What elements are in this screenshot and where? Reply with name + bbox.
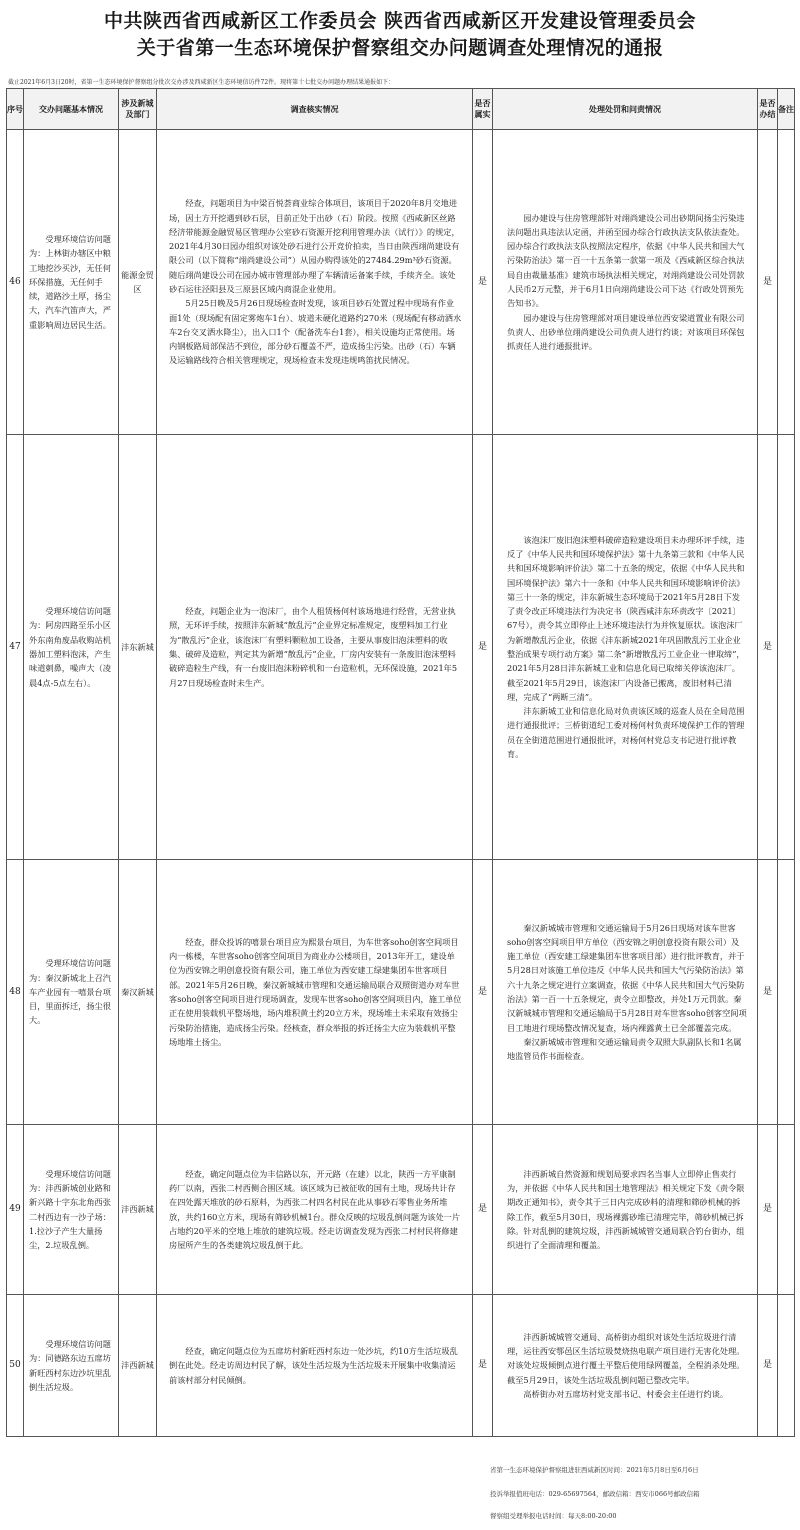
- row-remark: [778, 1295, 795, 1437]
- header-area: 涉及新城及部门: [119, 89, 157, 130]
- row-action: [493, 860, 758, 1125]
- table-row: [7, 130, 795, 435]
- header-report: 交办问题基本情况: [24, 89, 119, 130]
- row-seq: 48: [7, 860, 24, 1125]
- row-area: 沣西新城: [119, 1295, 157, 1437]
- header-investigation: 调查核实情况: [157, 89, 473, 130]
- action-paragraph: 该泡沫厂废旧泡沫塑料破碎造粒建设项目未办理环评手续，违反了《中华人民共和国环境保护法》第十九条第三款和《中华人民共和国环境影响评价法》第二十五条的规定，依据《中华人民共和国环境保护法》第六十一条和《中华人民共和国环境影响评价法》第三十一条的规定，沣东新城生态环境局于2021年5月28日下发了责令改正环境违法行为决定书（陕西咸沣东环责改字〔2021〕67号），责令其立即停止上述环境违法行为并恢复原状。该泡沫厂为新增散乱污企业，依据《沣东新城2021年巩固散乱污工业企业整治成果专项行动方案》第二条“新增散乱污工业企业一律取缔”，2021年5月28日沣东新城工业和信息化局已取缔关停该泡沫厂。截至2021年5月29日，该泡沫厂内设备已搬离，废旧材料已清理，完成了“两断三清”。: [507, 534, 745, 702]
- row-report: [24, 860, 119, 1125]
- header-closed: 是否办结: [758, 89, 778, 130]
- action-paragraph: 沣东新城工业和信息化局对负责该区域的巡查人员在全局范围进行通报批评；三桥街道纪工委对杨何村负责环境保护工作的管理员在全街道范围进行通报批评，对杨何村党总支书记进行批评教育。: [507, 706, 745, 760]
- table-header-row: [7, 89, 795, 130]
- table-row: [7, 1295, 795, 1437]
- investigation-paragraph: 经查，问题项目为中梁百悦荟商业综合体项目，该项目于2020年8月交地进场，因土方开挖遇到砂石层，目前正处于出砂（石）阶段。按照《西咸新区丝路经济带能源金融贸易区管理办公室砂石资源开挖利用管理办法（试行）》的规定，2021年4月30日园办组织对该处砂石进行公开竞价拍卖，当日由陕西翊尚建设有限公司（以下简称“翊尚建设公司”）从园办购得该处的27484.29m³砂石资源。随后翊尚建设公司在园办城市管理部办理了车辆清运备案手续，手续齐全。该处砂石运往泾阳县及三原县区域内商混企业使用。: [169, 198, 460, 294]
- row-verified: 是: [473, 860, 493, 1125]
- row-closed: 是: [758, 860, 778, 1125]
- row-investigation: [157, 860, 473, 1125]
- document-title-line-1: 中共陕西省西咸新区工作委员会 陕西省西咸新区开发建设管理委员会: [103, 10, 697, 32]
- row-area: 沣东新城: [119, 435, 157, 860]
- row-remark: [778, 435, 795, 860]
- row-remark: [778, 1125, 795, 1295]
- row-seq: 49: [7, 1125, 24, 1295]
- investigation-paragraph: 经查，问题企业为一泡沫厂，由个人租赁杨何村该场地进行经营，无营业执照，无环评手续，按照沣东新城“散乱污”企业界定标准规定，废塑料加工行业为“散乱污”企业，该泡沫厂有塑料颗粒加工设备，主要从事废旧泡沫塑料的收集、破碎及造粒，判定其为新增“散乱污”企业，厂房内安装有一条废旧泡沫塑料破碎造粒生产线，有一台废旧泡沫粉碎机和一台造粒机，无环保设施，2021年5月27日现场检查时未生产。: [169, 606, 458, 688]
- action-paragraph: 秦汉新城城市管理和交通运输局于5月26日现场对该车世客soho创客空间项目甲方单位（西安锦之明创意投资有限公司）及施工单位（西安建工绿建集团车世客项目部）进行批评教育，并于5月28日对该施工单位违反《中华人民共和国大气污染防治法》第六十九条之规定进行立案调查，依据《中华人民共和国大气污染防治法》第一百一十五条规定，责令立即整改，并处1万元罚款。秦汉新城城市管理和交通运输局于5月28日对车世客soho创客空间项目工地进行现场整改情况复查，场内裸露黄土已全部覆盖完成。: [507, 922, 747, 1033]
- row-closed: 是: [758, 1125, 778, 1295]
- investigation-paragraph: 经查，确定问题点位为丰信路以东，开元路（在建）以北，陕西一方平康制药厂以南，西张二村西侧合围区域。该区域为已被征收的国有土地，现场共计存在四处露天堆放的砂石原料，为西张二村四名村民在此从事砂石零售业务所堆放，共约160立方米，现场有筛砂机械1台。群众反映的垃圾乱倒问题为该处一片占地约20平米的空地上堆放的建筑垃圾。经走访调查发现为西张二村村民将修建房屋所产生的各类建筑垃圾乱倒于此。: [169, 1168, 461, 1251]
- row-action: [493, 1295, 758, 1437]
- table-row: [7, 1125, 795, 1295]
- document-header: [0, 0, 800, 75]
- table-row: [7, 860, 795, 1125]
- row-verified: 是: [473, 1295, 493, 1437]
- investigation-paragraph: 5月25日晚及5月26日现场检查时发现，该项目砂石处置过程中现场有作业面1处（现场配有固定雾炮车1台）、坡道未硬化道路约270米（现场配有移动洒水车2台交叉洒水降尘），出入口1个（配备洗车台1套），相关设施均正常使用。场内钢板路局部保洁不到位，部分砂石覆盖不严，造成扬尘污染。出砂（石）车辆及运输路线符合相关管理规定，现场检查未发现违规鸣笛扰民情况。: [169, 298, 462, 366]
- row-seq: 46: [7, 130, 24, 435]
- footer-hotline: 投诉举报值班电话：029-65697564，邮政信箱：西安市066号邮政信箱: [490, 1490, 700, 1498]
- header-remark: 备注: [778, 89, 795, 130]
- row-area: 能源金贸区: [119, 130, 157, 435]
- header-action: 处理处罚和问责情况: [493, 89, 758, 130]
- row-verified: 是: [473, 130, 493, 435]
- row-report: [24, 130, 119, 435]
- row-verified: 是: [473, 435, 493, 860]
- action-paragraph: 秦汉新城城市管理和交通运输局责令双照大队副队长和1名属地监管员作书面检查。: [507, 1036, 742, 1062]
- row-action: [493, 130, 758, 435]
- action-paragraph: 园办建设与住房管理部针对翊尚建设公司出砂期间扬尘污染违法问题出具违法认定函，并函至园办综合行政执法支队依法查处。园办综合行政执法支队按照法定程序，依据《中华人民共和国大气污染防治法》第一百一十五条第一款第一项及《西咸新区综合执法局自由裁量基准》建筑市场执法相关规定，对翊尚建设公司处罚款人民币2万元整，并于6月1日向翊尚建设公司下达《行政处罚预先告知书》。: [507, 212, 745, 309]
- row-closed: 是: [758, 1295, 778, 1437]
- table-row: [7, 435, 795, 860]
- investigation-paragraph: 经查，确定问题点位为五席坊村新旺西村东边一处沙坑，约10方生活垃圾乱倒在此处。经走访周边村民了解，该处生活垃圾为生活垃圾未开展集中收集清运前该村部分村民倾倒。: [169, 1346, 458, 1385]
- row-report: [24, 435, 119, 860]
- row-report-text: 受理环境信访问题为：阿房四路至乐小区外东南角废品收购站机器加工塑料泡沫，产生味道刺鼻，噪声大（凌晨4点-5点左右）。: [29, 606, 111, 688]
- row-report-text: 受理环境信访问题为：上林街办辖区中粮工地挖沙买沙，无任何环保措施，无任何手续，道路沙土厚，扬尘大，汽车汽笛声大，严重影响周边居民生活。: [29, 233, 111, 330]
- footer-hours: 督察组受理举报电话时间：每天8:00-20:00: [490, 1512, 617, 1520]
- action-paragraph: 沣西新城自然资源和规划局要求四名当事人立即停止售卖行为，并依据《中华人民共和国土地管理法》相关规定下发《责令限期改正通知书》，责令其于三日内完成砂料的清理和筛砂机械的拆除工作，截至5月30日，现场裸露砂堆已清理完毕，筛砂机械已拆除。针对乱倒的建筑垃圾，沣西新城城管交通局联合钓台街办，组织进行了全面清理和覆盖。: [507, 1168, 745, 1251]
- row-action: [493, 1125, 758, 1295]
- row-verified: 是: [473, 1125, 493, 1295]
- action-paragraph: 高桥街办对五席坊村党支部书记、村委会主任进行约谈。: [523, 1388, 729, 1399]
- row-remark: [778, 130, 795, 435]
- case-table: [6, 88, 795, 1437]
- investigation-paragraph: 经查，群众投诉的嘻景台项目应为熙景台项目，为车世客soho创客空间项目内一栋楼，车世客soho创客空间项目为商业办公楼项目，2013年开工，建设单位为西安锦之明创意投资有限公司，施工单位为西安建工绿建集团车世客项目部。2021年5月26日晚，秦汉新城城市管理和交通运输局联合双照街道办对车世客soho创客空间项目进行现场调查，发现车世客soho创客空间项目内，施工单位正在使用装载机平整场地，场内堆积黄土约20立方米，现场堆土未采取有效扬尘污染防治措施，造成扬尘污染。经核查，群众举报的拆迁扬尘大应为装载机平整场地堆土扬尘。: [169, 936, 462, 1047]
- row-investigation: [157, 1295, 473, 1437]
- row-action: [493, 435, 758, 860]
- action-paragraph: 园办建设与住房管理部对项目建设单位西安梁道置业有限公司负责人、出砂单位翊尚建设公司负责人进行约谈；对该项目环保包抓责任人进行通报批评。: [507, 312, 745, 352]
- row-remark: [778, 860, 795, 1125]
- row-seq: 47: [7, 435, 24, 860]
- row-investigation: [157, 130, 473, 435]
- row-area: 沣西新城: [119, 1125, 157, 1295]
- row-report: [24, 1125, 119, 1295]
- header-seq: 序号: [7, 89, 24, 130]
- footer-stationing-period: 省第一生态环境保护督察组进驻西咸新区时间：2021年5月8日至6月6日: [490, 1466, 699, 1474]
- action-paragraph: 沣西新城城管交通局、高桥街办组织对该处生活垃圾进行清理，运往西安鄠邑区生活垃圾焚烧热电联产项目进行无害化处理。对该处垃圾倾倒点进行覆土平整后使用绿网覆盖，全程消杀处理。截至5月29日，该处生活垃圾乱倒问题已整改完毕。: [507, 1331, 745, 1385]
- row-area: 秦汉新城: [119, 860, 157, 1125]
- row-report-text: 受理环境信访问题为：同德路东边五席坊新旺西村东边沙坑里乱倒生活垃圾。: [29, 1338, 111, 1392]
- row-report: [24, 1295, 119, 1437]
- row-investigation: [157, 435, 473, 860]
- row-closed: 是: [758, 130, 778, 435]
- document-title-line-2: 关于省第一生态环境保护督察组交办问题调查处理情况的通报: [136, 37, 664, 59]
- row-closed: 是: [758, 435, 778, 860]
- row-seq: 50: [7, 1295, 24, 1437]
- intro-note: 截止2021年6月3日20时，省第一生态环境保护督察组分批次交办涉及西咸新区生态环境信访件72件。现将第十七批交办问题办理结果通报如下：: [8, 79, 395, 86]
- header-verified: 是否属实: [473, 89, 493, 130]
- row-investigation: [157, 1125, 473, 1295]
- row-report-text: 受理环境信访问题为：秦汉新城北上召汽车产业园有一嘻景台项目，里面拆迁，扬尘很大。: [29, 958, 111, 1026]
- row-report-text: 受理环境信访问题为：沣西新城创业路和新兴路十字东北角西张二村西边有一沙子场：1.拉沙子产生大量扬尘，2.垃圾乱倒。: [29, 1168, 111, 1251]
